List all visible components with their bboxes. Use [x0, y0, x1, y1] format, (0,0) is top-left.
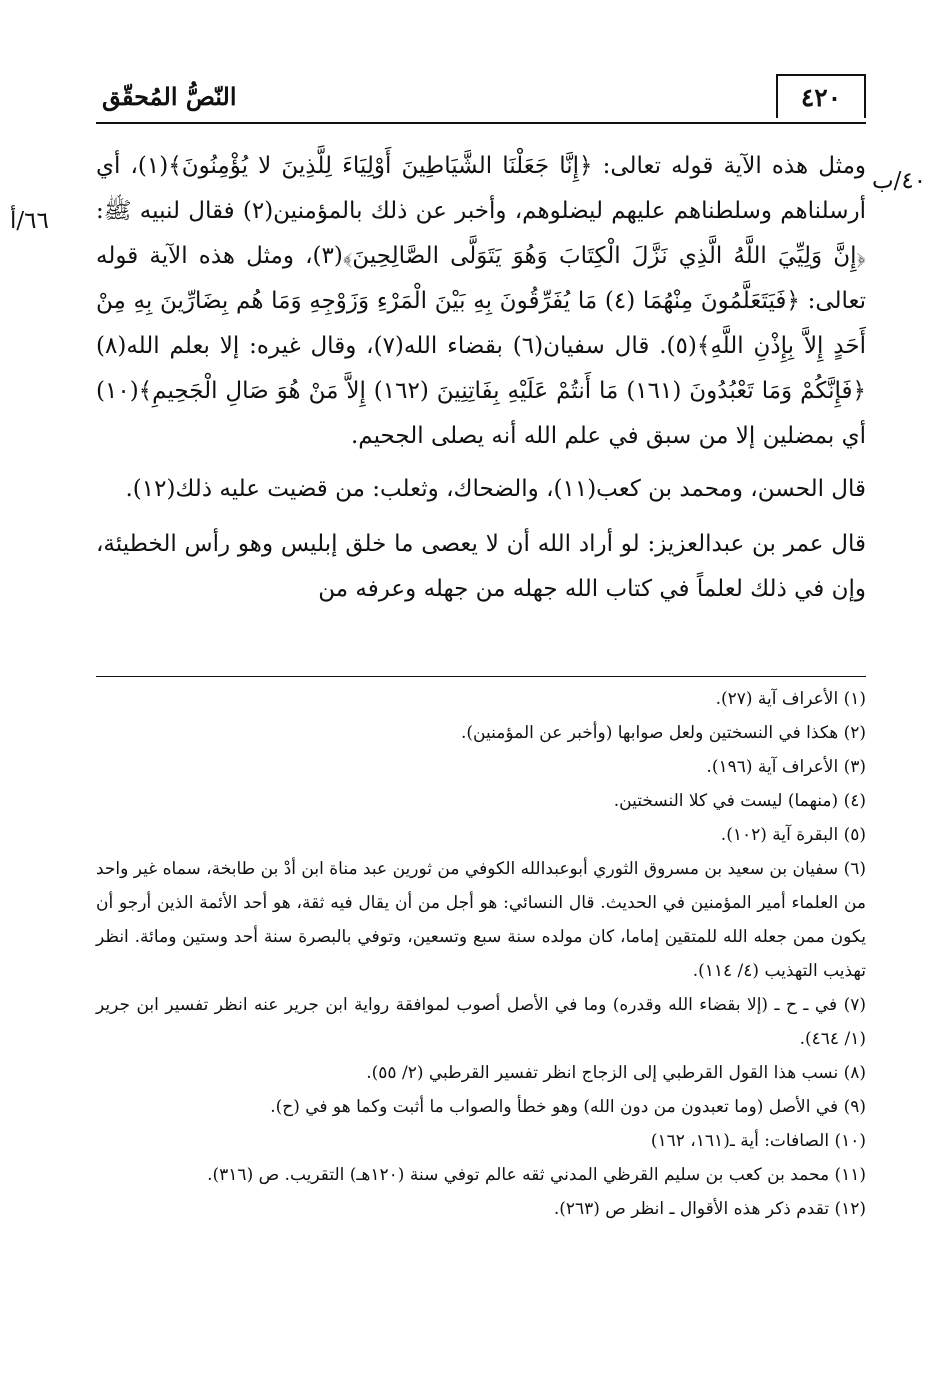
- footnote: (٥) البقرة آية (١٠٢).: [720, 825, 866, 845]
- footnote: (٨) نسب هذا القول القرطبي إلى الزجاج انظر تفسير القرطبي (٢/ ٥٥).: [366, 1063, 866, 1083]
- footnote: (١) الأعراف آية (٢٧).: [715, 689, 866, 709]
- footnote: (٦) سفيان بن سعيد بن مسروق الثوري أبوعبدالله الكوفي من ثورين عبد مناة ابن أدْ بن طابخة، سماه غير واحد من العلماء أمير المؤمنين في الحديث. قال النسائي: هو أجل من أن يقال فيه ثقة، هو أحد الأئمة الذين أرجو أن يكون ممن جعله الله للمتقين إماما، كان مولده سنة سبع وتسعين، وتوفي بالبصرة سنة أحد وستين ومائة. انظر تهذيب التهذيب (٤/ ١١٤).: [96, 859, 866, 981]
- footnote: (٢) هكذا في النسختين ولعل صوابها (وأخبر عن المؤمنين).: [461, 723, 866, 743]
- footnote: (١٢) تقدم ذكر هذه الأقوال ـ انظر ص (٢٦٣).: [553, 1199, 866, 1219]
- footnote: (١٠) الصافات: أية ـ(١٦١، ١٦٢): [650, 1131, 866, 1151]
- header-rule: [96, 122, 866, 124]
- paragraph-3: قال عمر بن عبدالعزيز: لو أراد الله أن لا يعصى ما خلق إبليس وهو رأس الخطيئة، وإن في ذلك لعلماً في كتاب الله جهله من جهله وعرفه من: [96, 531, 866, 602]
- margin-note-right: ٤٠/ب: [872, 168, 927, 194]
- page-header: [96, 72, 866, 126]
- paragraph-2: قال الحسن، ومحمد بن كعب(١١)، والضحاك، وثعلب: من قضيت عليه ذلك(١٢).: [125, 476, 866, 502]
- paragraph-1: ومثل هذه الآية قوله تعالى: ﴿إِنَّا جَعَلْنَا الشَّيَاطِينَ أَوْلِيَاءَ لِلَّذِينَ لا يُؤْمِنُونَ﴾(١)، أي أرسلناهم وسلطناهم عليهم ليضلوهم، وأخبر عن ذلك بالمؤمنين(٢) فقال لنبيه ﷺ: ﴿إِنَّ وَلِيِّيَ اللَّهُ الَّذِي نَزَّلَ الْكِتَابَ وَهُوَ يَتَوَلَّى الصَّالِحِينَ﴾(٣)، ومثل هذه الآية قوله تعالى: ﴿فَيَتَعَلَّمُونَ مِنْهُمَا (٤) مَا يُفَرِّقُونَ بِهِ بَيْنَ الْمَرْءِ وَزَوْجِهِ وَمَا هُم بِضَارِّينَ بِهِ مِنْ أَحَدٍ إِلاَّ بِإِذْنِ اللَّهِ﴾(٥). قال سفيان(٦) بقضاء الله(٧)، وقال غيره: إلا بعلم الله(٨) ﴿فَإِنَّكُمْ وَمَا تَعْبُدُونَ (١٦١) مَا أَنتُمْ عَلَيْهِ بِفَاتِنِينَ (١٦٢) إِلاَّ مَنْ هُوَ صَالِ الْجَحِيمِ﴾(١٠) أي بمضلين إلا من سبق في علم الله أنه يصلى الجحيم.: [96, 153, 866, 449]
- footnote: (١١) محمد بن كعب بن سليم القرظي المدني ثقه عالم توفي سنة (١٢٠هـ) التقريب. ص (٣١٦).: [207, 1165, 866, 1185]
- footnote: (٤) (منهما) ليست في كلا النسختين.: [613, 791, 866, 811]
- running-title: النّصُّ المُحقّق: [102, 82, 237, 111]
- page-number: ٤٢٠: [776, 74, 866, 118]
- main-text: [96, 144, 866, 622]
- footnote: (٩) في الأصل (وما تعبدون من دون الله) وهو خطأ والصواب ما أثبت وكما هو في (ح).: [270, 1097, 866, 1117]
- footnotes: [96, 682, 866, 1226]
- footnote: (٣) الأعراف آية (١٩٦).: [706, 757, 866, 777]
- footnote: (٧) في ـ ح ـ (إلا بقضاء الله وقدره) وما في الأصل أصوب لموافقة رواية ابن جرير عنه انظر تفسير ابن جرير (١/ ٤٦٤).: [96, 995, 866, 1049]
- margin-note-left: ٦٦/أ: [10, 208, 49, 234]
- footnote-separator: [96, 676, 866, 677]
